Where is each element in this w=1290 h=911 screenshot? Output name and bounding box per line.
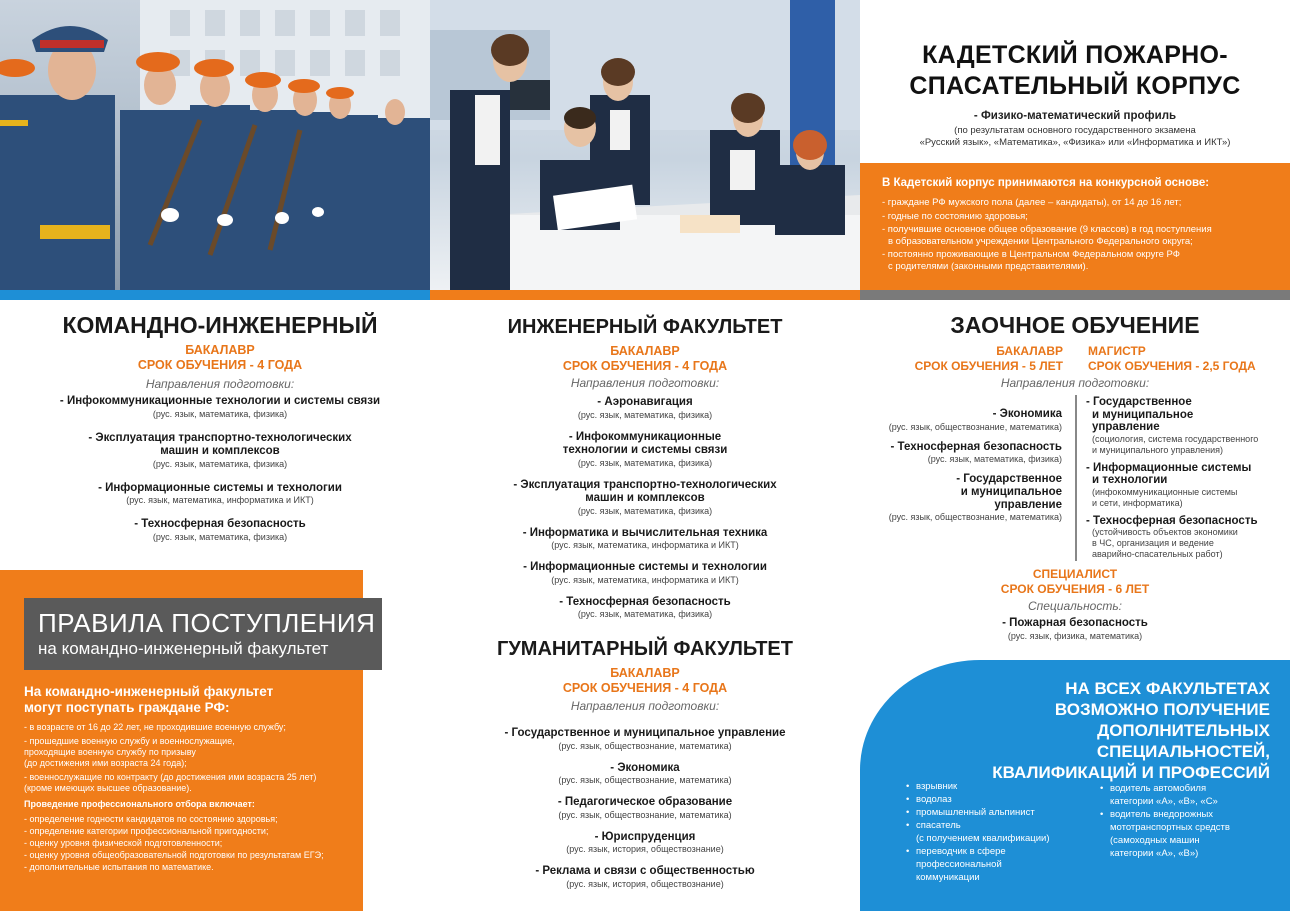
admission-rules-banner xyxy=(24,598,382,670)
distance-learning-title: ЗАОЧНОЕ ОБУЧЕНИЕ xyxy=(950,312,1200,338)
list-item-continued: коммуникации xyxy=(916,872,980,883)
list-item-continued: (с получением квалификации) xyxy=(916,833,1050,844)
students-illustration xyxy=(430,0,860,290)
list-item-continued: категории «А», «В», «С» xyxy=(1110,796,1218,807)
list-item-continued: профессиональной xyxy=(916,859,1002,870)
list-item: • водолаз xyxy=(906,793,1086,806)
command-directions-label: Направления подготовки: xyxy=(145,377,295,391)
cadet-corps-profile: - Физико-математический профиль xyxy=(973,110,1177,122)
admission-item: - получившие основное общее образование (9 классов) в год поступления xyxy=(882,224,1212,235)
distance-specialist-block xyxy=(930,567,1220,597)
extra-list-right xyxy=(1100,782,1280,860)
list-item: • взрывник xyxy=(906,780,1086,793)
grey-divider-stripe xyxy=(860,290,1290,300)
command-degree-block xyxy=(20,343,420,373)
distance-master-term: СРОК ОБУЧЕНИЯ - 2,5 ГОДА xyxy=(1088,359,1256,373)
list-item: - Техносферная безопасность (рус. язык, математика, физика) xyxy=(134,518,306,542)
list-item: - военнослужащие по контракту (до достижения ими возраста 25 лет) (кроме имеющих высшее образование). xyxy=(24,772,317,793)
extra-list-left xyxy=(906,780,1086,884)
list-item: - определение категории профессиональной пригодности; xyxy=(24,826,269,836)
list-item: - оценку уровня общеобразовательной подготовки по результатам ЕГЭ; xyxy=(24,850,324,860)
cadets-illustration xyxy=(0,0,430,290)
distance-master-block xyxy=(1088,344,1278,374)
list-item: - оценку уровня физической подготовленности; xyxy=(24,838,223,848)
list-item: - Техносферная безопасность (рус. язык, математика, физика) xyxy=(890,440,1062,464)
admission-item: с родителями (законными представителями). xyxy=(888,260,1089,272)
list-item: - в возрасте от 16 до 22 лет, не проходившие военную службу; xyxy=(24,722,286,732)
engineering-faculty-title: ИНЖЕНЕРНЫЙ ФАКУЛЬТЕТ xyxy=(507,316,783,338)
humanities-directions-list xyxy=(440,727,850,890)
admission-item: - постоянно проживающие в Центральном Федеральном округе РФ xyxy=(882,249,1180,260)
admission-item: - годные по состоянию здоровья; xyxy=(882,210,1028,222)
specialty-item: - Пожарная безопасность (рус. язык, физика, математика) xyxy=(1002,617,1148,641)
list-item: - Техносферная безопасность (устойчивость объектов экономики в ЧС, организация и ведение аварийно-спасательных работ) xyxy=(1086,514,1258,559)
list-item: - Инфокоммуникационные технологии и системы связи (рус. язык, математика, физика) xyxy=(562,430,728,468)
list-item: - Эксплуатация транспортно-технологических машин и комплексов (рус. язык, математика, физика) xyxy=(513,478,777,516)
humanities-degree-block xyxy=(440,666,850,696)
list-item: - Информационные системы и технологии (рус. язык, математика, информатика и ИКТ) xyxy=(523,561,767,585)
list-item: - определение годности кандидатов по состоянию здоровья; xyxy=(24,814,278,824)
distance-specialist: СПЕЦИАЛИСТ xyxy=(1032,567,1118,581)
list-item: - Информационные системы и технологии (рус. язык, математика, информатика и ИКТ) xyxy=(98,481,342,505)
rules-banner-subtitle: на командно-инженерный факультет xyxy=(38,639,329,658)
command-faculty-title: КОМАНДНО-ИНЖЕНЕРНЫЙ xyxy=(62,312,378,338)
cadet-corps-exam-note: (по результатам основного государственного экзамена «Русский язык», «Математика», «Физика» или «Информатика и ИКТ») xyxy=(919,125,1231,148)
list-item-continued: мототранспортных средств xyxy=(1110,822,1230,833)
engineering-term: СРОК ОБУЧЕНИЯ - 4 ГОДА xyxy=(562,359,728,373)
students-photo xyxy=(430,0,860,290)
list-item: - Юриспруденция (рус. язык, история, обществознание) xyxy=(566,830,724,854)
list-item: • промышленный альпинист xyxy=(906,806,1086,819)
list-item: • водитель внедорожных xyxy=(1100,808,1280,821)
column-divider xyxy=(1075,395,1077,561)
engineering-degree: БАКАЛАВР xyxy=(610,344,680,358)
distance-master-directions xyxy=(1086,396,1286,560)
list-item: - Техносферная безопасность (рус. язык, математика, физика) xyxy=(559,595,731,619)
list-item: - Экономика (рус. язык, обществознание, математика) xyxy=(888,408,1062,432)
list-item: - Государственное и муниципальное управление (социология, система государственного и муниципального управления) xyxy=(1086,396,1259,455)
distance-specialist-term: СРОК ОБУЧЕНИЯ - 6 ЛЕТ xyxy=(1000,582,1150,596)
list-item: - Государственное и муниципальное управление (рус. язык, обществознание, математика) xyxy=(888,473,1062,522)
list-item: - Государственное и муниципальное управление (рус. язык, обществознание, математика) xyxy=(504,727,786,751)
list-item: - прошедшие военную службу и военнослужащие, проходящие военную службу по призыву (до достижения ими возраста 24 года); xyxy=(24,736,235,768)
rules-heading: На командно-инженерный факультет могут поступать граждане РФ: xyxy=(24,684,274,715)
distance-master: МАГИСТР xyxy=(1088,344,1146,358)
command-degree: БАКАЛАВР xyxy=(185,343,255,357)
rules-list xyxy=(24,722,359,874)
humanities-degree: БАКАЛАВР xyxy=(610,666,680,680)
list-item: • переводчик в сфере xyxy=(906,845,1086,858)
rules-banner-title: ПРАВИЛА ПОСТУПЛЕНИЯ xyxy=(38,608,376,638)
list-item: • водитель автомобиля xyxy=(1100,782,1280,795)
list-item: - Реклама и связи с общественностью (рус. язык, история, обществознание) xyxy=(535,865,755,889)
cadet-corps-title: КАДЕТСКИЙ ПОЖАРНО- СПАСАТЕЛЬНЫЙ КОРПУС xyxy=(909,41,1241,100)
list-item: - дополнительные испытания по математике. xyxy=(24,862,214,872)
blue-divider-stripe xyxy=(0,290,430,300)
distance-bachelor-term: СРОК ОБУЧЕНИЯ - 5 ЛЕТ xyxy=(914,359,1063,373)
distance-directions-label: Направления подготовки: xyxy=(1000,376,1150,390)
distance-bachelor-directions xyxy=(862,408,1062,523)
selection-heading: Проведение профессионального отбора включает: xyxy=(24,799,255,809)
list-item: • спасатель xyxy=(906,819,1086,832)
admission-item: в образовательном учреждении Центрального Федерального округа; xyxy=(888,235,1193,247)
engineering-directions-label: Направления подготовки: xyxy=(570,376,720,390)
list-item: - Инфокоммуникационные технологии и системы связи (рус. язык, математика, физика) xyxy=(59,395,381,419)
extra-qualifications-heading: НА ВСЕХ ФАКУЛЬТЕТАХ ВОЗМОЖНО ПОЛУЧЕНИЕ ДОПОЛНИТЕЛЬНЫХ СПЕЦИАЛЬНОСТЕЙ, КВАЛИФИКАЦИЙ И ПРОФЕССИЙ xyxy=(992,679,1270,782)
list-item-continued: (самоходных машин xyxy=(1110,835,1200,846)
cadet-corps-admission-box xyxy=(860,163,1290,290)
distance-bachelor: БАКАЛАВР xyxy=(996,344,1063,358)
list-item: - Информационные системы и технологии (инфокоммуникационные системы и сети, информатика) xyxy=(1086,461,1252,508)
command-term: СРОК ОБУЧЕНИЯ - 4 ГОДА xyxy=(137,358,303,372)
engineering-directions-list xyxy=(440,396,850,620)
list-item: - Информатика и вычислительная техника (рус. язык, математика, информатика и ИКТ) xyxy=(522,526,768,550)
list-item-continued: категории «А», «В») xyxy=(1110,848,1199,859)
list-item: - Педагогическое образование (рус. язык, обществознание, математика) xyxy=(557,796,733,820)
humanities-term: СРОК ОБУЧЕНИЯ - 4 ГОДА xyxy=(562,681,728,695)
specialty-label: Специальность: xyxy=(1027,599,1122,613)
engineering-degree-block xyxy=(440,344,850,374)
command-directions-list xyxy=(10,395,430,543)
admission-item: - граждане РФ мужского пола (далее – кандидаты), от 14 до 16 лет; xyxy=(882,197,1182,208)
admission-box-header: В Кадетский корпус принимаются на конкурсной основе: xyxy=(882,177,1210,189)
humanities-directions-label: Направления подготовки: xyxy=(570,699,720,713)
list-item: - Аэронавигация (рус. язык, математика, физика) xyxy=(577,396,713,420)
list-item: - Экономика (рус. язык, обществознание, математика) xyxy=(558,761,732,785)
distance-bachelor-block xyxy=(905,344,1063,374)
cadets-photo xyxy=(0,0,430,290)
list-item: - Эксплуатация транспортно-технологических машин и комплексов (рус. язык, математика, физика) xyxy=(88,431,352,469)
humanities-faculty-title: ГУМАНИТАРНЫЙ ФАКУЛЬТЕТ xyxy=(497,638,793,660)
orange-divider-stripe xyxy=(430,290,860,300)
